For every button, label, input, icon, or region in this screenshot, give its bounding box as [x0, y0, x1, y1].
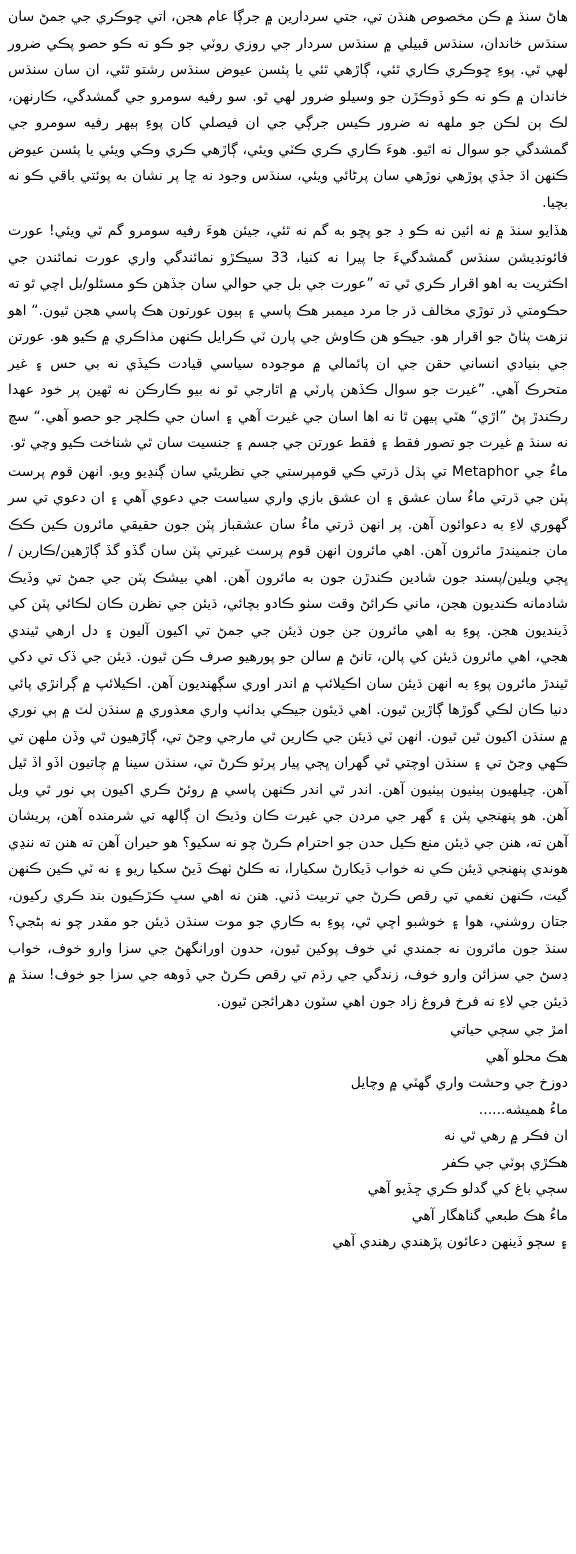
poem-block [8, 1017, 568, 1256]
poem-line: هڪ محلو آهي [485, 1048, 568, 1065]
poem-line: سڄي باغ کي گدلو ڪري ڇڏيو آهي [367, 1181, 568, 1197]
poem-line: هڪڙي ٻوٽي جي ڪفر [442, 1154, 568, 1171]
poem-line: امڙ جي سڄي حياتي [450, 1022, 568, 1038]
article-paragraph-3: ماءُ جي Metaphor تي ٻڌل ڌرتي ڪي قومپرستي جي نظريئي سان ڳنڍيو ويو. انهن قوم پرست پٽن جي ڌرتي ماءُ سان عشق ۽ ان عشق بازي واري سياست جي دعوي آهي ۽ ان دعوي تي سر گهوري لاءِ به دعوائون آهن. پر انهن ڌرتي ماءُ سان عشقباز پٽن جون حقيقي مائرون ڪين ڪڪ مان جنميندڙ مائرون آهن. اهي مائرون انهن قوم پرست غيرتي پٽن سان گڏو گڏ ڳاڙهين/ڪارين / ڀڄي ويلين/پسند جون شادين ڪندڙن جون به مائرون آهن. اهي بيشڪ پٽن جي جمڻ تي وڏيڪ شادمانه ڪنديون هجن، ماني ڪرائڻ وقت سٺو ڪادو بچائي، ڌيئن جي نظرن ڪان لڪائي پٽن کي ڏينديون هجن. پوءِ به اهي مائرون جن جون ڌيئن جي جمڻ تي اکيون آليون ۽ دل ارهي ٿيندي هجي، اهي مائرون ڌيئن کي پالن، تانڻ ۾ سالن جو پورهيو صرف ڪن ٿيون. ڌيئن جي ڏک تي دکي ٿيندڙ مائرون پوءِ به انهن ڌيئن سان اڪيلائپ ۾ اندر اوري سڳهنديون آهن. اڪيلائپ ۾ ڳرانڙي پائي دنيا ڪان لڪي گوڙها ڳاڙين ٿيون. اهي ڌيئون جيڪي بداٺپ واري معذوري ۾ سنڌن لٽ ۾ ٻي نوري ۾ سنڌن اکيون ٿين ٿيون. انهن ٽي ڌيئن جي ڪارين ٿي مارجي وڃڻ تي، ڳاڙهيون ٿي وڏن ملهن تي ڪهي وڃڻ تي ۽ سنڌن اوچتي ٿي گهران ڀڄي پيار پرٽو ڪرڻ تي، سنڌن سينا ۾ چاتيون اڏو اڏ ٿيل آهن. چيلهيون ٻيٺيون ٻيٺيون آهن. اندر ٿي اندر ڪنهن پاسي ۾ روئڻ ڪري اکيون ٻي نور ٿي ويل آهن. هو پنهنجي پٽن ۽ گهر جي مردن جي غيرت ڪان وڌيڪ ان ڳالهه تي شرمنده آهن، پريشان آهن ته، هنن جي ڌيئن منع ڪيل حدن جو احترام ڪرڻ چو نه سکيو؟ هو حيران آهن ته هنن ته ننڍي هوندي پنهنجي ڌيئن ڪي نه خواب ڏيکارڻ سکيارا، نه ڪلڻ ٺهڪ ڏيڻ سکيا ريو ۽ نه ٽي ڪين ڪنهن گيت، ڪنهن نغمي تي رقص ڪرڻ جي تربيت ڏني. هنن نه اهي سڀ ڪڙڪيون بند ڪري رکيون، جتان روشني، هوا ۽ خوشبو اچي ٿي، پوءِ به ڪاري جو موت سنڌن ڌيئن جو مقدر چو نه ٻڻجي؟ سنڌ جون مائرون نه جمندي ئي خوف پوکين ٿيون، حدون اورانگهڻ جي سزا وارو خوف، خواب ڊسڻ جي سزائن وارو خوف، زندگي جي رڌم تي رقص ڪرڻ جي ڏوهه جي سزا جو خوف! سنڌ ۾ ڌيئن جي لاءِ نه فرخ فروغ زاد جون اهي سٽون دهرائجن ٿيون. [8, 463, 568, 1010]
poem-line: ماءُ هميشه...... [478, 1101, 568, 1118]
poem-line: دوزخ جي وحشت واري گهٽي ۾ وچايل [350, 1075, 568, 1091]
poem-line: ۽ سڄو ڏينهن دعائون پڙهندي رهندي آهي [332, 1234, 568, 1250]
article-paragraph-1: هاڻ سنڌ ۾ ڪن مخصوص هنڌن تي، جتي سردارين ۾ جرڳا عام هجن، اتي چوڪري جي جمڻ سان سنڌس خاندان، سنڌس قبيلي ۾ سنڌس سردار جي روزي روٽي جو ڪو نه ڪو حصو پڪي ضرور لهي ٿي. پوءِ ڇوڪري ڪاري ٿئي، ڳاڙهي ٿئي يا پئسن عيوض سنڌس رشتو ٿئي، ان سان سنڌس خاندان ۾ ڪو نه ڪو ڏوڪڙن جو وسيلو ضرور لهي ٿو. سو رفيه سومرو جي گمشدگي، ڪارنهن، لڪ ٻن لڪن جو ملهه نه ضرور ڪيس جرڳي جي ان فيصلي کان پوءِ ٻيهر رفيه سومرو جي گمشدگي جو سوال نه اٿيو. هوءَ ڪاري ڪري ڪٽي ويئي، ڳاڙهي ڪري وڪي ويئي يا پئسن عيوض ڪنهن اڌ جڏي پوڙهي نوڙهي سان پرڻائي ويئي، سنڌس وجود نه ڇا پر نشان به پوئتي باقي ڪو نه بچيا. [8, 9, 568, 211]
poem-line: ماءُ هڪ طبعي گناهگار آهي [411, 1207, 568, 1224]
article-paragraph-2: هڏايو سنڌ ۾ نه ائين نه ڪو ڊ جو پڇو به گم نه ٿئي، جيئن هوءَ رفيه سومرو گم ٿي ويئي! عورت فائونڊيشن سنڌس گمشدگيءَ جا پيرا نه کنيا، 33 سيڪڙو نمائندگي واري عورت نمائندن جي اڪثريت به اهو اقرار ڪري ٿي ته ”عورت جي بل جي حوالي سان جڏهن ڪو مسئلو/بل اچي ٿو ته حڪومتي ڌر توڙي مخالف ڌر جا مرد ميمبر هڪ پاسي ۽ ٻيون عورتون هڪ پاسي هجن ٿيون.“ اهو نزهت پٺاڻ جو اقرار هو. جيڪو هن ڪاوش جي پارن ٽي ڪرايل ڪنهن مذاڪري ۾ ڪيو هو. عورتن جي بنيادي انساني حقن جي ان پائمالي ۾ موجوده سياسي قيادت ڪيڏي نه بي حس ۽ غير متحرڪ آهي. ”غيرت جو سوال ڪڏهن پارٽي ۾ اٿارجي ٿو نه بيو ڪارڪن نه ٿهين پر خود عهدا رڪندڙ پڻ ”اڙي“ هٽي ٻيهن ٿا نه اها اسان جي غيرت آهي ۽ اسان جي ڪلچر جو حصو آهي.“ سچ نه سنڌ ۾ غيرت جو تصور فقط ۽ فقط عورتن جي جسم ۽ جنسيت سان ٿي شناخت ڪيو وڃي ٿو. [8, 223, 568, 451]
poem-line: ان فڪر ۾ رهي ٿي نه [444, 1128, 568, 1144]
